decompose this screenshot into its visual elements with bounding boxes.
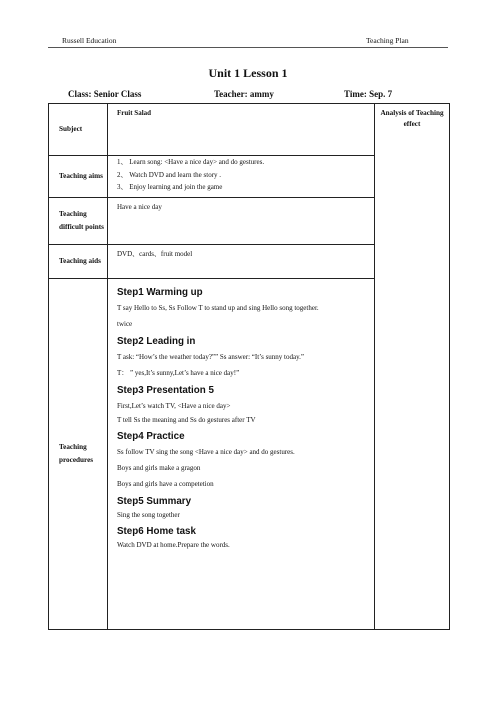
aim-item: 2、 Watch DVD and learn the story .	[117, 170, 222, 179]
step-line: twice	[117, 320, 133, 328]
header-right: Teaching Plan	[366, 36, 409, 45]
aims-list	[108, 156, 375, 198]
step-line: Boys and girls make a gragon	[117, 464, 201, 472]
step-line: T ask: “How’s the weather today?”” Ss answer: “It’s sunny today.”	[117, 353, 305, 361]
procedures-content	[108, 279, 375, 630]
analysis-header: Analysis of Teaching effect	[380, 109, 444, 128]
step-heading: Step1 Warming up	[117, 287, 203, 298]
analysis-column	[375, 104, 450, 630]
step-line: Watch DVD at home.Prepare the words.	[117, 541, 230, 549]
aids-label: Teaching aids	[49, 245, 108, 279]
step-heading: Step4 Practice	[117, 431, 185, 442]
difficult-value: Have a nice day	[108, 198, 375, 245]
teaching-plan-table	[48, 103, 450, 630]
page-title: Unit 1 Lesson 1	[208, 66, 288, 80]
aims-label: Teaching aims	[49, 156, 108, 198]
teacher-info: Teacher: ammy	[214, 89, 274, 99]
header-left: Russell Education	[62, 36, 117, 45]
aids-value: DVD、cards、fruit model	[108, 245, 375, 279]
step-line: Sing the song together	[117, 511, 180, 519]
step-heading: Step6 Home task	[117, 526, 196, 537]
class-info: Class: Senior Class	[68, 89, 142, 99]
step-heading: Step3 Presentation 5	[117, 385, 214, 396]
aim-item: 1、 Learn song: <Have a nice day> and do gestures.	[117, 158, 265, 166]
subject-row	[49, 104, 450, 156]
aim-item: 3、 Enjoy learning and join the game	[117, 183, 223, 191]
step-line: First,Let’s watch TV, <Have a nice day>	[117, 402, 231, 410]
time-info: Time: Sep. 7	[344, 89, 393, 99]
step-heading: Step5 Summary	[117, 496, 192, 507]
step-line: T： ” yes,It’s sunny,Let’s have a nice day!”	[117, 369, 240, 377]
step-line: Boys and girls have a competetion	[117, 480, 214, 488]
step-line: T tell Ss the meaning and Ss do gestures after TV	[117, 416, 256, 424]
header-rule	[48, 47, 448, 48]
subject-label: Subject	[49, 104, 108, 156]
step-heading: Step2 Leading in	[117, 336, 196, 347]
procedures-label: Teaching procedures	[49, 279, 108, 630]
step-line: T say Hello to Ss, Ss Follow T to stand up and sing Hello song together.	[117, 304, 319, 312]
difficult-label: Teaching difficult points	[49, 198, 108, 245]
subject-value: Fruit Salad	[108, 104, 375, 156]
step-line: Ss follow TV sing the song <Have a nice day> and do gestures.	[117, 448, 295, 456]
